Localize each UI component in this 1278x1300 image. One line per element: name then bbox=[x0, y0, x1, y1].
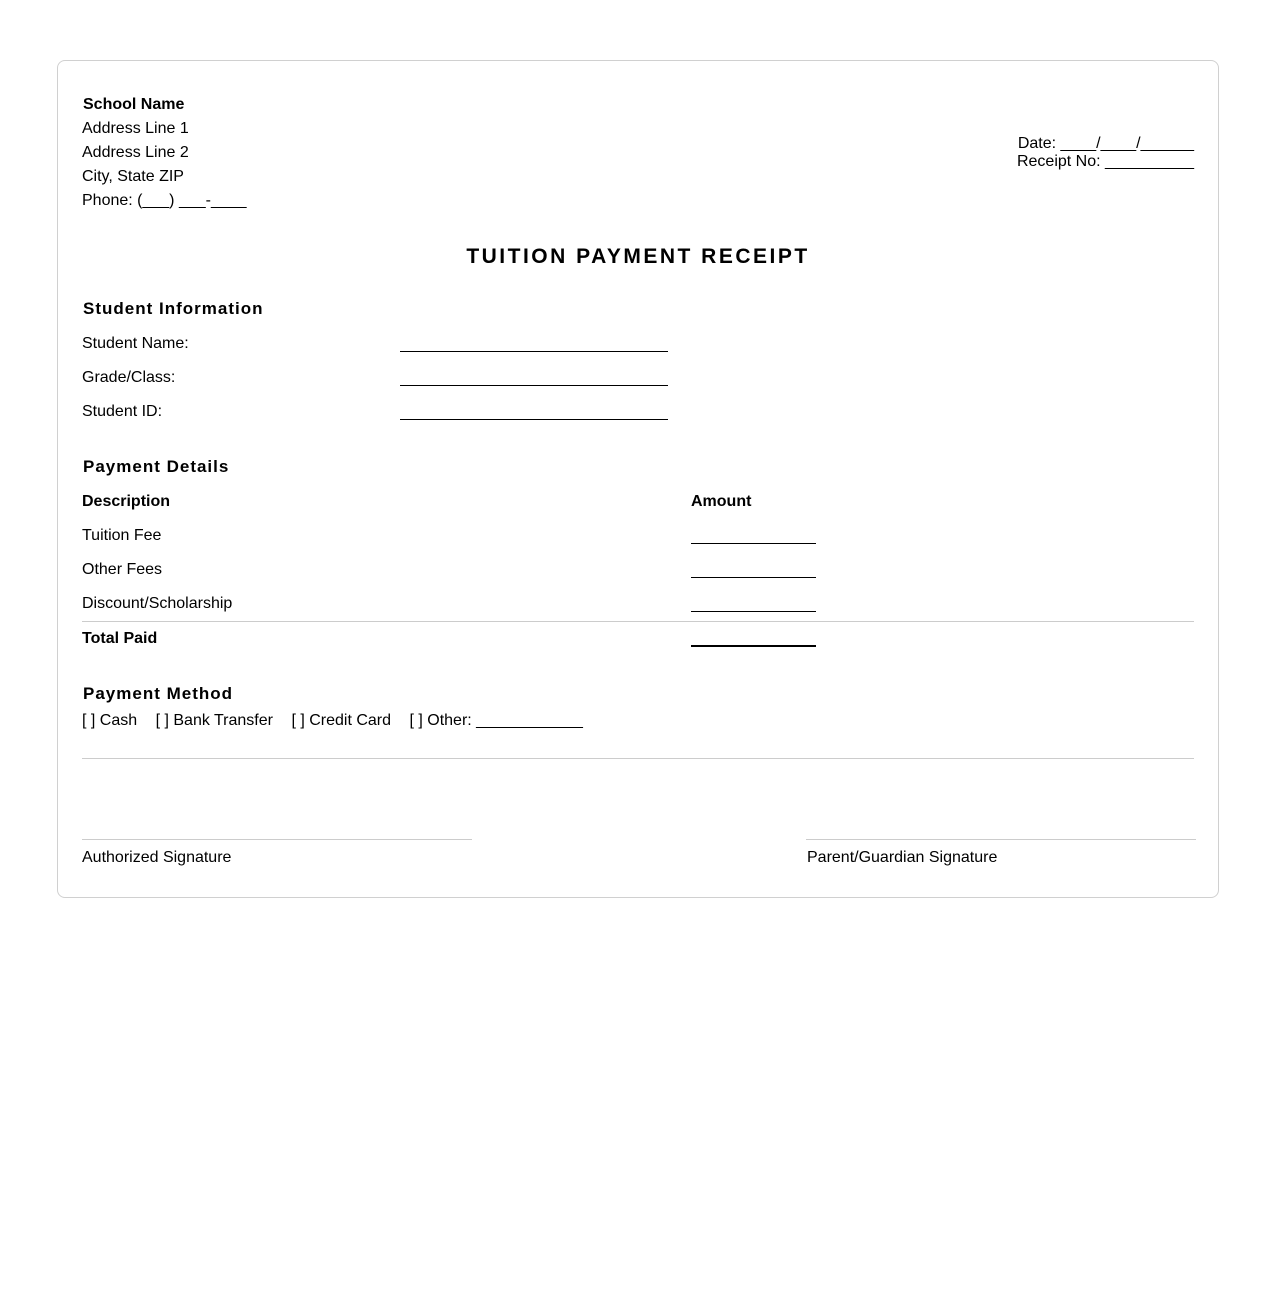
bank-transfer-option[interactable]: [ ] Bank Transfer bbox=[155, 712, 273, 729]
guardian-signature-label: Parent/Guardian Signature bbox=[807, 849, 998, 866]
school-phone: Phone: (___) ___-____ bbox=[82, 192, 247, 209]
total-divider bbox=[82, 621, 1194, 622]
other-fees-label: Other Fees bbox=[82, 561, 163, 578]
student-name-field[interactable] bbox=[400, 351, 668, 352]
payment-details-heading: Payment Details bbox=[83, 457, 230, 476]
signature-divider bbox=[82, 758, 1194, 759]
receipt-card bbox=[57, 60, 1219, 898]
cash-option[interactable]: [ ] Cash bbox=[82, 712, 138, 729]
payment-method-options bbox=[82, 712, 597, 730]
discount-amount-field[interactable] bbox=[691, 611, 816, 612]
tuition-fee-label: Tuition Fee bbox=[82, 527, 162, 544]
tuition-fee-amount-field[interactable] bbox=[691, 543, 816, 544]
student-id-field[interactable] bbox=[400, 419, 668, 420]
total-paid-label: Total Paid bbox=[82, 630, 158, 647]
credit-card-option[interactable]: [ ] Credit Card bbox=[291, 712, 392, 729]
grade-class-field[interactable] bbox=[400, 385, 668, 386]
receipt-number: Receipt No: __________ bbox=[1016, 153, 1194, 170]
school-address-line-2: Address Line 2 bbox=[82, 144, 189, 161]
description-column-header: Description bbox=[82, 493, 171, 510]
total-paid-amount-field[interactable] bbox=[691, 645, 816, 647]
student-id-label: Student ID: bbox=[82, 403, 163, 420]
discount-scholarship-label: Discount/Scholarship bbox=[82, 595, 233, 612]
amount-column-header: Amount bbox=[691, 493, 752, 510]
school-name: School Name bbox=[83, 96, 185, 113]
school-city-state-zip: City, State ZIP bbox=[82, 168, 184, 185]
other-option[interactable]: [ ] Other: ____________ bbox=[409, 712, 583, 729]
grade-class-label: Grade/Class: bbox=[82, 369, 176, 386]
school-address-line-1: Address Line 1 bbox=[82, 120, 189, 137]
student-name-label: Student Name: bbox=[82, 335, 189, 352]
student-info-heading: Student Information bbox=[83, 299, 264, 318]
other-fees-amount-field[interactable] bbox=[691, 577, 816, 578]
receipt-date: Date: ____/____/______ bbox=[1017, 135, 1194, 152]
guardian-signature-line[interactable] bbox=[806, 839, 1196, 840]
payment-method-heading: Payment Method bbox=[83, 684, 234, 703]
receipt-title: TUITION PAYMENT RECEIPT bbox=[466, 245, 810, 268]
authorized-signature-line[interactable] bbox=[82, 839, 472, 840]
authorized-signature-label: Authorized Signature bbox=[82, 849, 232, 866]
